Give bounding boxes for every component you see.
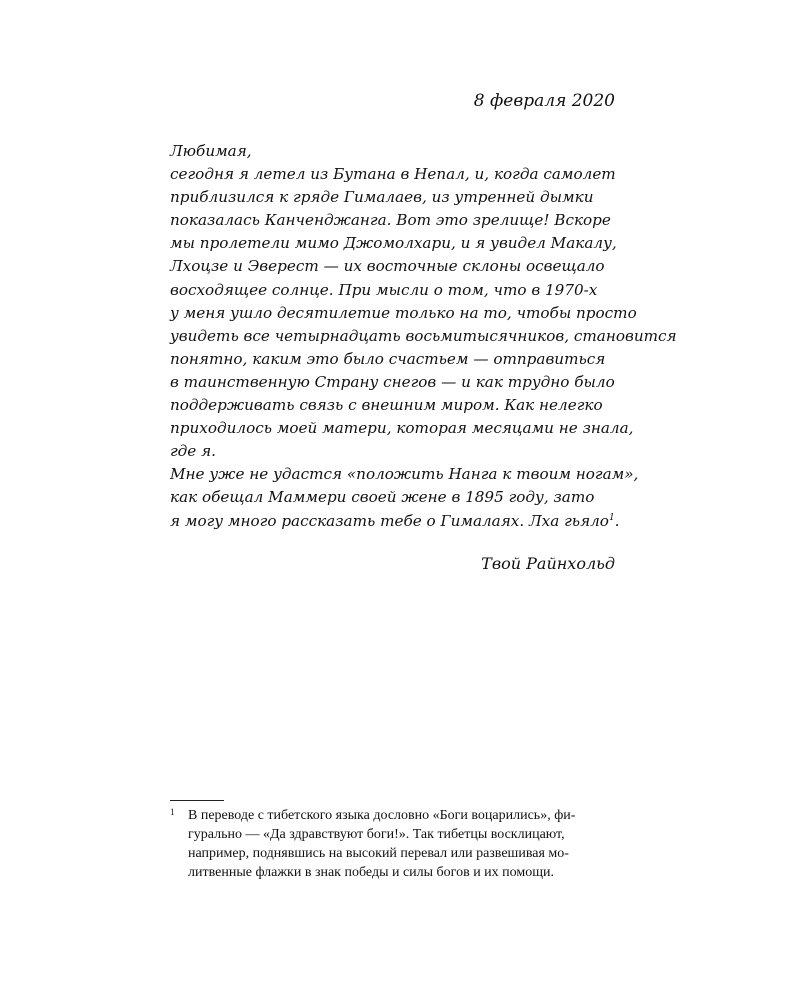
letter-line: у меня ушло десятилетие только на то, чтобы просто	[170, 303, 637, 322]
letter-greeting: Любимая,	[170, 142, 252, 160]
footnote-text: В переводе с тибетского языка дословно «Боги воцарились», фигурально — «Да здравствуют боги!». Так тибетцы восклицают, например, поднявшись на высокий перевал или развешивая молитвенные флажки в знак победы и силы богов и их помощи.	[188, 808, 576, 880]
letter-line: увидеть все четырнадцать восьмитысячников, становится	[170, 326, 677, 345]
letter-line: приблизился к гряде Гималаев, из утренней дымки	[170, 188, 594, 207]
footnote-reference[interactable]: 1	[608, 512, 615, 523]
footnote-separator	[170, 800, 224, 801]
letter-signature: Твой Райнхольд	[481, 553, 615, 573]
letter-line-text: я могу много рассказать тебе о Гималаях. Лха гьяло	[170, 511, 609, 530]
letter-line: как обещал Маммери своей жене в 1895 году, зато	[170, 488, 595, 507]
letter-line: поддерживать связь с внешним миром. Как нелегко	[170, 396, 603, 415]
letter-line: Лхоцзе и Эверест — их восточные склоны освещало	[170, 257, 605, 276]
footnote	[170, 806, 615, 882]
letter	[170, 86, 677, 579]
letter-line-end: .	[614, 511, 620, 530]
letter-line: приходилось моей матери, которая месяцами не знала,	[170, 419, 634, 438]
letter-paragraph-1	[170, 163, 677, 463]
footnote-number: 1	[170, 807, 175, 817]
letter-line: показалась Канченджанга. Вот это зрелище! Вскоре	[170, 211, 611, 230]
letter-line: сегодня я летел из Бутана в Непал, и, когда самолет	[170, 165, 616, 184]
letter-line: мы пролетели мимо Джомолхари, и я увидел Макалу,	[170, 234, 617, 253]
letter-line: восходящее солнце. При мысли о том, что в 1970-х	[170, 280, 598, 299]
letter-line: в таинственную Страну снегов — и как трудно было	[170, 372, 615, 391]
letter-line: Мне уже не удастся «положить Нанга к твоим ногам»,	[170, 465, 639, 484]
letter-line-last	[170, 510, 620, 533]
letter-line: понятно, каким это было счастьем — отправиться	[170, 349, 606, 368]
letter-date: 8 февраля 2020	[473, 91, 615, 111]
letter-paragraph-2	[170, 463, 639, 532]
letter-line: где я.	[170, 442, 217, 461]
